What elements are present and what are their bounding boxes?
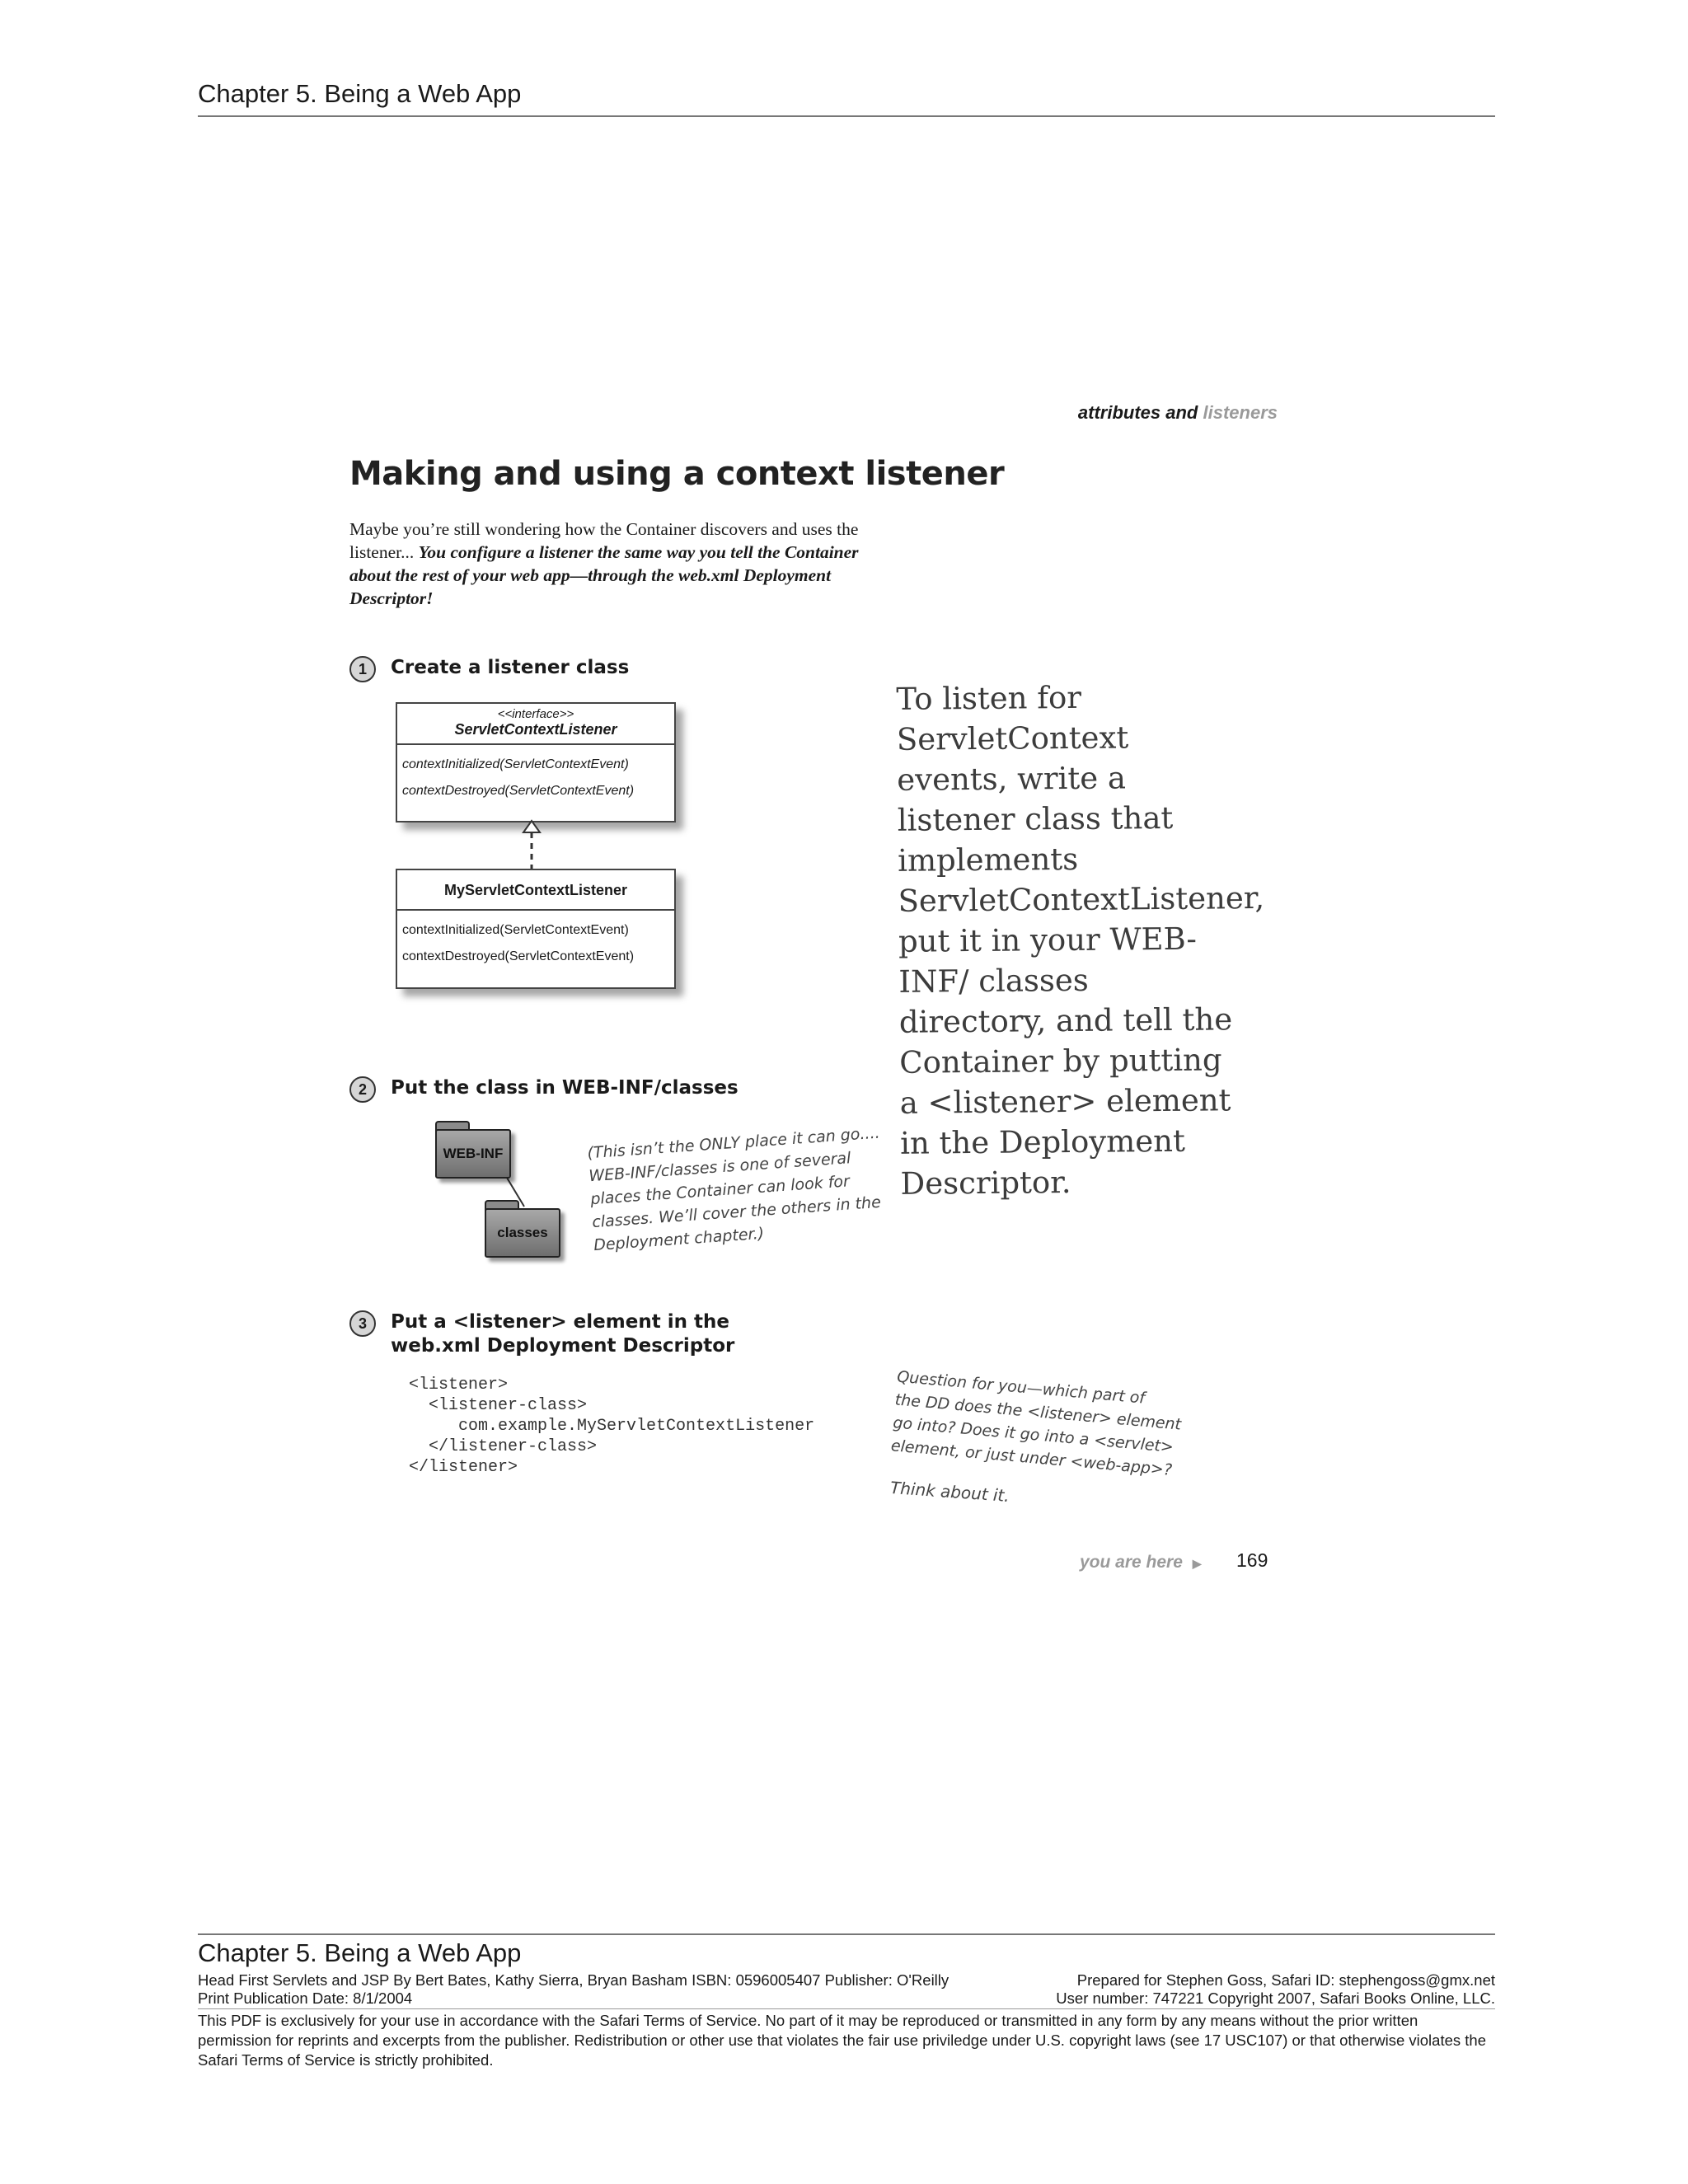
you-are-here — [1080, 1553, 1202, 1572]
uml-impl-method: contextInitialized(ServletContextEvent) — [402, 923, 629, 937]
intro-paragraph — [349, 518, 877, 610]
web-inf-folder-label: WEB-INF — [435, 1129, 511, 1179]
uml-interface-header — [397, 704, 674, 745]
header-divider — [198, 115, 1495, 117]
book-info: Head First Servlets and JSP By Bert Bates, Kathy Sierra, Bryan Basham ISBN: 0596005407 Publisher: O'Reilly — [198, 1971, 950, 1989]
running-head — [948, 402, 1278, 424]
legal-notice: This PDF is exclusively for your use in accordance with the Safari Terms of Service. No part of it may be reproduced or transmitted in any form by any means without the prior written permission for reprints and excerpts from the publisher. Redistribution or other use that violates the fair use priviledge under U.S. copyright laws (see 17 USC107) or that otherwise violates the Safari Terms of Service is strictly prohibited. — [198, 2012, 1486, 2069]
uml-impl-box — [396, 869, 676, 989]
uml-impl-header — [397, 870, 674, 911]
prepared-for: Prepared for Stephen Goss, Safari ID: stephengoss@gmx.net — [1076, 1971, 1495, 1989]
main-handwritten-note: To listen for ServletContext events, write a listener class that implements ServletContextListener, put it in your WEB-INF/ classes directory, and tell the Container by putting a <listener> element in the Deployment Descriptor. — [896, 679, 1265, 1202]
step-2 — [349, 1076, 738, 1103]
step-3 — [349, 1310, 734, 1358]
uml-stereotype: <<interface>> — [497, 707, 574, 721]
web-inf-folder-icon — [435, 1121, 508, 1175]
running-head-bold: attributes and — [1077, 402, 1198, 423]
uml-interface-name: ServletContextListener — [454, 721, 617, 738]
page-title: Making and using a context listener — [349, 455, 1005, 493]
uml-interface-methods — [397, 745, 674, 811]
listener-code-block: <listener> <listener-class> com.example.MyServletContextListener </listener-class> </listener> — [409, 1376, 815, 1477]
footer-divider — [198, 1933, 1495, 1935]
uml-interface-method: contextInitialized(ServletContextEvent) — [402, 757, 629, 771]
step-number-3: 3 — [349, 1310, 376, 1337]
legal-divider — [198, 2008, 1495, 2009]
step-title-3 — [391, 1310, 734, 1358]
uml-impl-name: MyServletContextListener — [443, 882, 628, 898]
uml-interface-method: contextDestroyed(ServletContextEvent) — [402, 784, 635, 798]
user-number: User number: 747221 Copyright 2007, Safari Books Online, LLC. — [1056, 1990, 1495, 2007]
classes-folder-label: classes — [485, 1208, 560, 1258]
uml-interface-box — [396, 702, 676, 823]
step-number-1: 1 — [349, 656, 376, 682]
think-about-it-note: Think about it. — [889, 1477, 1010, 1507]
step-title-2: Put the class in WEB-INF/classes — [391, 1077, 738, 1099]
step-title-1: Create a listener class — [391, 657, 630, 678]
page-number: 169 — [1236, 1549, 1268, 1571]
folder-handwritten-note: (This isn’t the ONLY place it can go.... WEB-INF/classes is one of several places the Container can look for classes. We’ll cover the others in the Deployment chapter.) — [586, 1123, 882, 1255]
chapter-header: Chapter 5. Being a Web App — [198, 79, 522, 108]
right-arrow-icon: ▶ — [1192, 1557, 1202, 1570]
uml-impl-method: contextDestroyed(ServletContextEvent) — [402, 949, 635, 963]
footer-chapter: Chapter 5. Being a Web App — [198, 1938, 522, 1967]
step-1 — [349, 656, 629, 682]
step-title-3-line2: web.xml Deployment Descriptor — [391, 1335, 735, 1357]
question-handwritten-note: Question for you—which part of the DD does the <listener> element go into? Does it go into a <servlet> element, or just under <web-app>? — [890, 1367, 1182, 1479]
running-head-light: listeners — [1203, 402, 1278, 423]
arrow-head — [523, 821, 540, 832]
intro-plain: Maybe you’re still wondering how the Container discovers and uses the listener... — [349, 519, 859, 562]
classes-folder-icon — [485, 1200, 557, 1254]
intro-emphasis: You configure a listener the same way you tell the Container about the rest of your web app—through the web.xml Deployment Descriptor! — [349, 542, 859, 608]
realization-arrow — [519, 819, 544, 869]
uml-impl-methods — [397, 911, 674, 977]
you-are-here-label: you are here — [1080, 1553, 1183, 1572]
publication-date: Print Publication Date: 8/1/2004 — [198, 1990, 413, 2007]
step-number-2: 2 — [349, 1076, 376, 1103]
step-title-3-line1: Put a <listener> element in the — [391, 1311, 729, 1333]
